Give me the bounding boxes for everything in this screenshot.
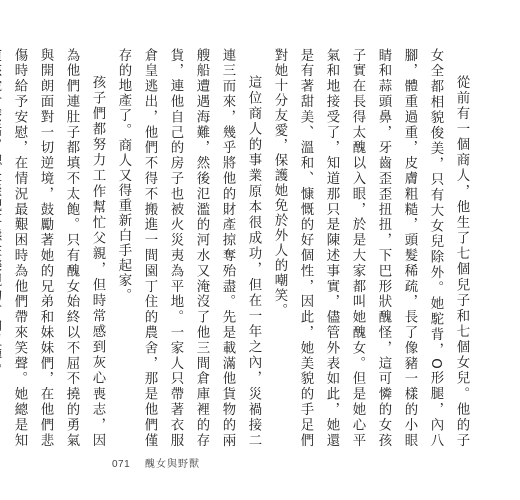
page-number: 071 <box>112 459 131 470</box>
paragraph: 孩子們都努力工作幫忙父親，但時常感到灰心喪志，因為他們連肚子都填不太飽。只有醜女始終以不屈不撓的勇氣與開朗面對一切逆境，鼓勵著她的兄弟和妹妹們，在他們悲傷時給予安慰，在情況最艱困時為他們帶來笑聲。她總是知 <box>12 48 105 448</box>
body-text <box>12 48 474 448</box>
running-title: 醜女與野獸 <box>145 459 200 470</box>
paragraph: 從前有一個商人，他生了七個兒子和七個女兒。他的子女全都相貌俊美，只有大女兒除外。她駝背，O形腿，內八腳，體重過重，皮膚粗糙，頭髮稀疏，長了像豬一樣的小眼睛和蒜頭鼻，牙齒歪歪扭扭，下巴形狀醜怪，這可憐的女孩子實在長得太醜以入眼，於是大家都叫她醜女。但是她心平氣和地接受了，知道那只是陳述事實，儘管外表如此，她還是有著甜美、溫和、慷慨的好個性，因此，她美貌的手足們對她十分友愛，保護她免於外人的嘲笑。 <box>272 48 469 448</box>
paragraph: 這位商人的事業原本很成功，但在一年之內，災禍接二連三而來，幾乎將他的財產掠奪殆盡。先是載滿他貨物的兩艘船遭遇海難，然後氾濫的河水又淹沒了他三間倉庫裡的存貨，連他自己的房子也被火災夷為平地。一家人只帶著衣服倉皇逃出，他們不得不搬進一間園丁住的農舍，那是他們僅存的地產了。商人又得重新白手起家。 <box>116 48 261 448</box>
